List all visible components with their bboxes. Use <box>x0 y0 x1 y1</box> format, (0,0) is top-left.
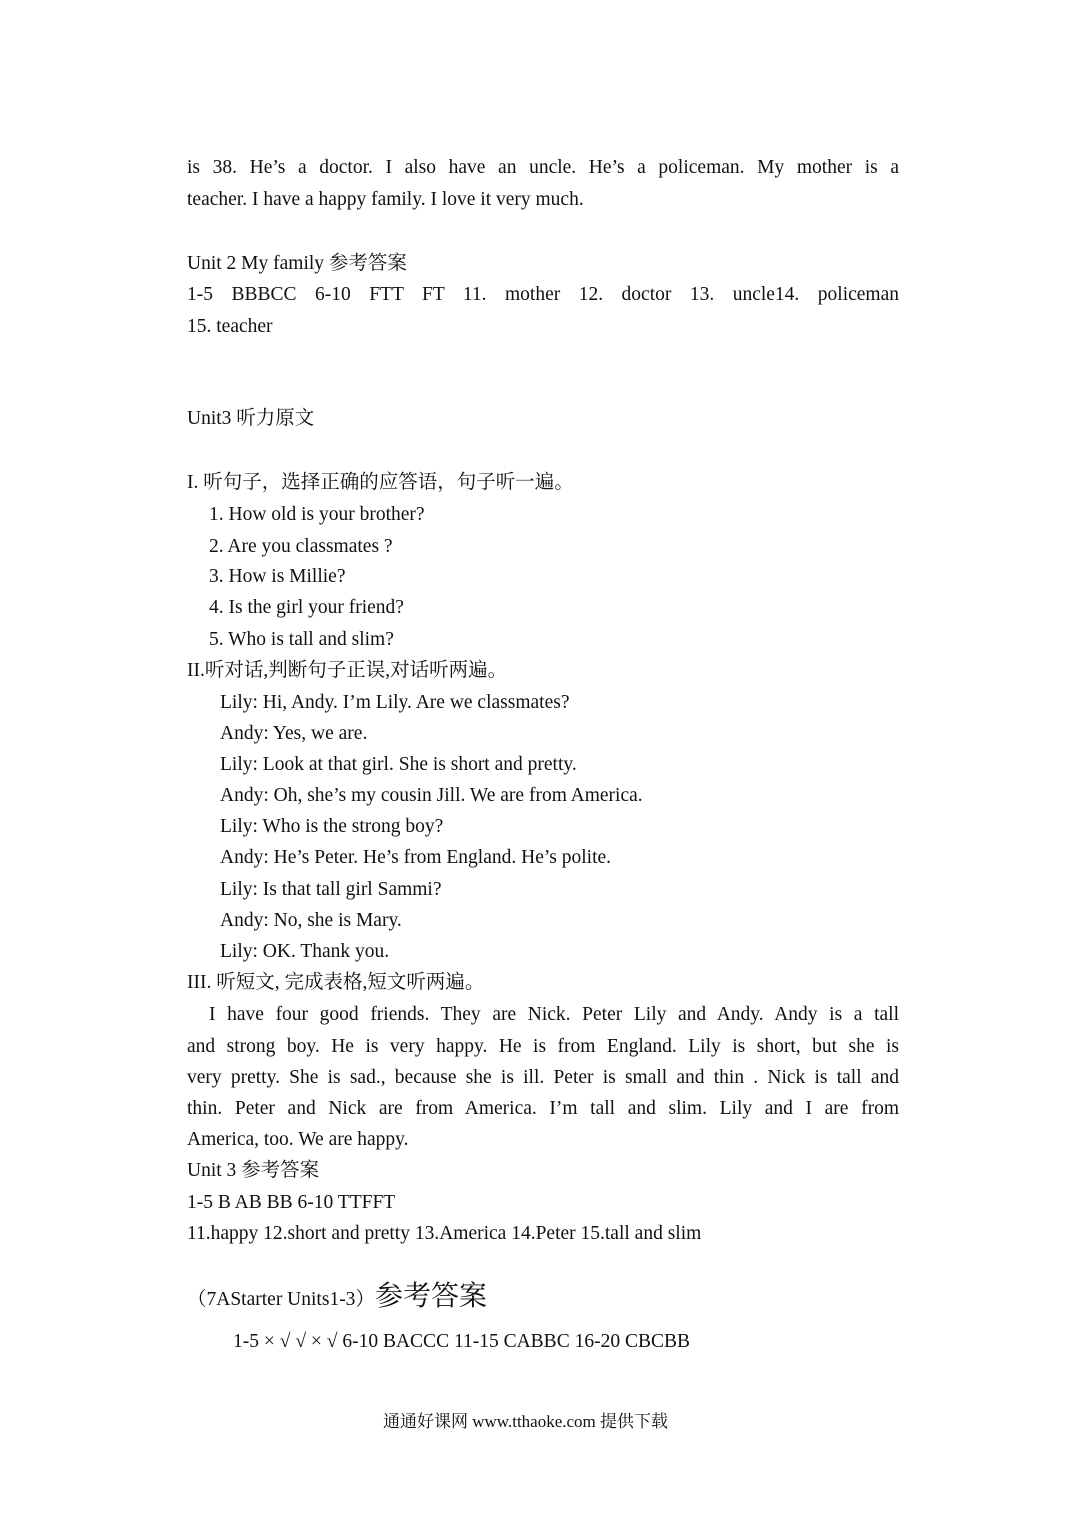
dialogue-line: Lily: Who is the strong boy? <box>220 816 444 837</box>
dialogue-line: Andy: No, she is Mary. <box>220 910 402 931</box>
dialogue-line: Andy: Yes, we are. <box>220 723 368 744</box>
starter-answers: 1-5 × √ √ × √ 6-10 BACCC 11-15 CABBC 16-20 CBCBB <box>233 1331 690 1352</box>
passage-line: I have four good friends. They are Nick. Peter Lily and Andy. Andy is a tall <box>209 1004 899 1025</box>
starter-heading-prefix: （7AStarter Units1-3） <box>187 1289 375 1310</box>
dialogue-line: Lily: Hi, Andy. I’m Lily. Are we classmates? <box>220 692 570 713</box>
dialogue-line: Lily: Is that tall girl Sammi? <box>220 879 442 900</box>
section2-title: II.听对话,判断句子正误,对话听两遍。 <box>187 660 508 681</box>
unit2-intro-line-1: is 38. He’s a doctor. I also have an uncle. He’s a policeman. My mother is a <box>187 157 899 178</box>
starter-heading-suffix: 参考答案 <box>374 1281 487 1312</box>
page-footer: 通通好课网 www.tthaoke.com 提供下载 <box>383 1412 669 1431</box>
unit2-answers-heading: Unit 2 My family 参考答案 <box>187 253 407 274</box>
passage-line: and strong boy. He is very happy. He is from England. Lily is short, but she is <box>187 1036 899 1057</box>
unit3-heading: Unit3 听力原文 <box>187 408 315 429</box>
question-item: 1. How old is your brother? <box>209 504 425 525</box>
passage-line: very pretty. She is sad., because she is ill. Peter is small and thin . Nick is tall and <box>187 1067 899 1088</box>
question-item: 3. How is Millie? <box>209 566 346 587</box>
unit3-answers-line-2: 11.happy 12.short and pretty 13.America 14.Peter 15.tall and slim <box>187 1223 702 1244</box>
unit3-answers-heading: Unit 3 参考答案 <box>187 1160 320 1181</box>
dialogue-line: Andy: He’s Peter. He’s from England. He’s polite. <box>220 847 612 868</box>
passage-line: America, too. We are happy. <box>187 1129 409 1150</box>
unit3-answers-line-1: 1-5 B AB BB 6-10 TTFFT <box>187 1192 396 1213</box>
dialogue-line: Lily: OK. Thank you. <box>220 941 390 962</box>
section1-title: I. 听句子，选择正确的应答语，句子听一遍。 <box>187 472 574 493</box>
question-item: 4. Is the girl your friend? <box>209 597 404 618</box>
question-item: 2. Are you classmates ? <box>209 536 393 557</box>
question-item: 5. Who is tall and slim? <box>209 629 394 650</box>
starter-heading <box>187 1281 487 1313</box>
section3-title: III. 听短文, 完成表格,短文听两遍。 <box>187 972 485 993</box>
dialogue-line: Andy: Oh, she’s my cousin Jill. We are from America. <box>220 785 643 806</box>
unit2-answers-line-1: 1-5 BBBCC 6-10 FTT FT 11. mother 12. doctor 13. uncle14. policeman <box>187 284 899 305</box>
unit2-answers-line-2: 15. teacher <box>187 316 273 337</box>
passage-line: thin. Peter and Nick are from America. I’m tall and slim. Lily and I are from <box>187 1098 899 1119</box>
dialogue-line: Lily: Look at that girl. She is short and pretty. <box>220 754 577 775</box>
unit2-intro-line-2: teacher. I have a happy family. I love it very much. <box>187 189 584 210</box>
